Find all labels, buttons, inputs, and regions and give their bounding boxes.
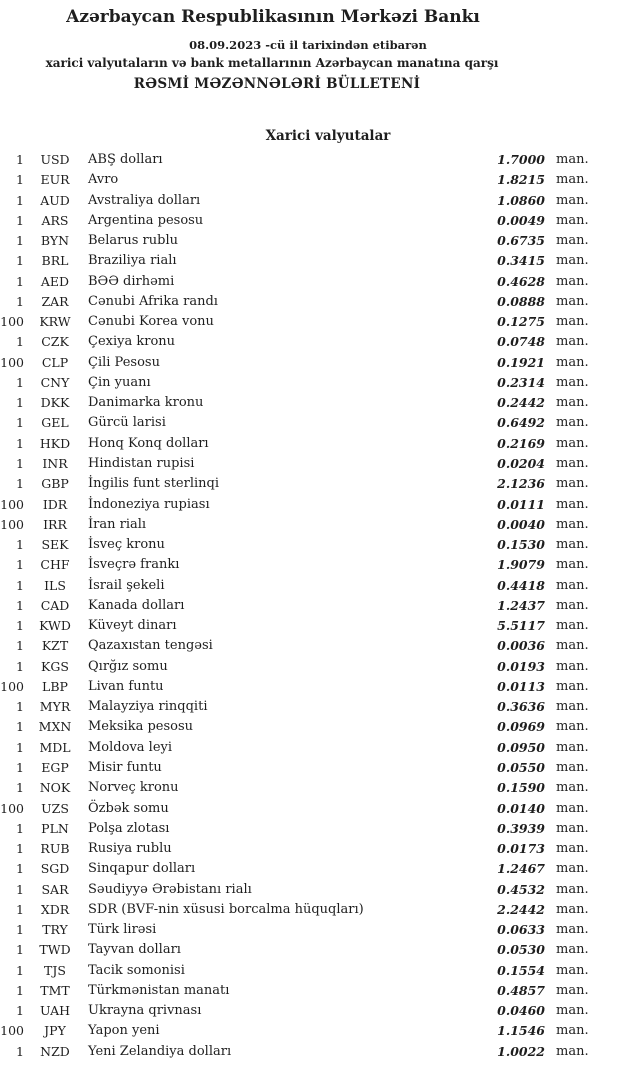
unit-label: man.: [556, 516, 589, 532]
currency-name: Ukrayna qrivnası: [88, 1003, 202, 1019]
currency-name: BƏƏ dirhəmi: [88, 273, 175, 289]
rate-value: 0.1530: [497, 537, 545, 553]
quantity: 1: [16, 820, 24, 836]
currency-row: [0, 353, 620, 373]
rate-value: 0.0113: [497, 678, 545, 694]
currency-row: [0, 677, 620, 697]
currency-code: NOK: [39, 780, 71, 796]
currency-name: Moldova leyi: [88, 739, 173, 755]
unit-label: man.: [556, 861, 589, 877]
quantity: 1: [16, 861, 24, 877]
currency-row: [0, 738, 620, 758]
unit-label: man.: [556, 759, 589, 775]
unit-label: man.: [556, 172, 589, 188]
unit-label: man.: [556, 455, 589, 471]
currency-code: EGP: [41, 759, 69, 775]
currency-code: MYR: [39, 699, 71, 715]
currency-row: [0, 170, 620, 190]
currency-code: SEK: [41, 537, 69, 553]
quantity: 1: [16, 942, 24, 958]
currency-code: MXN: [38, 719, 72, 735]
currency-name: İsveç kronu: [88, 537, 165, 553]
quantity: 1: [16, 901, 24, 917]
currency-name: Kanada dolları: [88, 597, 185, 613]
currency-row: [0, 312, 620, 332]
currency-name: İngilis funt sterlinqi: [88, 476, 219, 492]
unit-label: man.: [556, 719, 589, 735]
currency-code: TJS: [44, 962, 66, 978]
currency-name: Avstraliya dolları: [88, 192, 201, 208]
currency-name: Avro: [88, 172, 119, 188]
currency-row: [0, 961, 620, 981]
currency-row: [0, 150, 620, 170]
unit-label: man.: [556, 334, 589, 350]
quantity: 1: [16, 374, 24, 390]
rate-value: 0.3939: [497, 820, 545, 836]
currency-code: HKD: [39, 435, 71, 451]
rate-value: 1.2437: [497, 597, 545, 613]
currency-row: [0, 717, 620, 737]
currency-name: Cənubi Afrika randı: [88, 293, 218, 309]
unit-label: man.: [556, 374, 589, 390]
subtitle-line: xarici valyutaların və bank metallarının Azərbaycan manatına qarşı: [45, 56, 499, 70]
unit-label: man.: [556, 780, 589, 796]
currency-code: TMT: [40, 982, 70, 998]
unit-label: man.: [556, 699, 589, 715]
currency-row: [0, 535, 620, 555]
currency-name: Honq Konq dolları: [88, 435, 209, 451]
quantity: 1: [16, 638, 24, 654]
currency-name: İndoneziya rupiası: [88, 496, 210, 512]
unit-label: man.: [556, 739, 589, 755]
quantity: 1: [16, 719, 24, 735]
currency-code: CNY: [40, 374, 70, 390]
unit-label: man.: [556, 395, 589, 411]
currency-name: Argentina pesosu: [88, 212, 204, 228]
quantity: 1: [16, 537, 24, 553]
rate-value: 0.0530: [497, 942, 545, 958]
rate-value: 0.0969: [497, 719, 545, 735]
currency-row: [0, 393, 620, 413]
quantity: 100: [0, 678, 24, 694]
currency-name: Özbək somu: [88, 800, 169, 816]
currency-code: AUD: [40, 192, 70, 208]
rate-value: 0.0173: [497, 841, 545, 857]
quantity: 100: [0, 314, 24, 330]
currency-name: Türk lirəsi: [88, 922, 157, 938]
currency-code: RUB: [40, 841, 70, 857]
currency-row: [0, 799, 620, 819]
currency-code: GBP: [41, 476, 69, 492]
unit-label: man.: [556, 253, 589, 269]
currency-name: Polşa zlotası: [88, 820, 170, 836]
currency-name: Qırğız somu: [88, 658, 168, 674]
quantity: 1: [16, 780, 24, 796]
effective-date-line: 08.09.2023 -cü il tarixindən etibarən: [189, 38, 427, 52]
quantity: 1: [16, 395, 24, 411]
currency-name: Danimarka kronu: [88, 395, 204, 411]
currency-code: LBP: [42, 678, 68, 694]
currency-name: Livan funtu: [88, 678, 164, 694]
quantity: 100: [0, 516, 24, 532]
rate-value: 0.0049: [497, 212, 545, 228]
currency-code: ARS: [41, 212, 69, 228]
rate-value: 1.2467: [497, 861, 545, 877]
rate-value: 5.5117: [497, 618, 545, 634]
currency-name: Misir funtu: [88, 759, 162, 775]
currency-code: INR: [42, 455, 68, 471]
quantity: 1: [16, 233, 24, 249]
rate-value: 0.0036: [497, 638, 545, 654]
currency-row: [0, 251, 620, 271]
currency-row: [0, 515, 620, 535]
currency-name: İsrail şekeli: [88, 577, 165, 593]
rate-value: 0.1921: [497, 354, 545, 370]
quantity: 100: [0, 800, 24, 816]
rate-value: 0.0204: [497, 455, 545, 471]
currency-row: [0, 636, 620, 656]
currency-name: Belarus rublu: [88, 233, 178, 249]
currency-row: [0, 900, 620, 920]
unit-label: man.: [556, 1023, 589, 1039]
quantity: 1: [16, 1043, 24, 1059]
quantity: 1: [16, 962, 24, 978]
rate-value: 1.0022: [497, 1043, 545, 1059]
quantity: 100: [0, 354, 24, 370]
currency-name: Malayziya rinqqiti: [88, 699, 208, 715]
currency-name: Küveyt dinarı: [88, 618, 177, 634]
currency-code: NZD: [40, 1043, 70, 1059]
currency-row: [0, 555, 620, 575]
rate-value: 0.0550: [497, 759, 545, 775]
currency-name: Çexiya kronu: [88, 334, 176, 350]
unit-label: man.: [556, 496, 589, 512]
currency-name: ABŞ dolları: [88, 152, 163, 167]
rate-value: 0.0633: [497, 922, 545, 938]
currency-row: [0, 981, 620, 1001]
currency-row: [0, 1021, 620, 1041]
unit-label: man.: [556, 314, 589, 330]
rate-value: 1.9079: [497, 557, 545, 573]
currency-name: Norveç kronu: [88, 780, 179, 796]
unit-label: man.: [556, 800, 589, 816]
currency-code: DKK: [40, 395, 70, 411]
currency-row: [0, 413, 620, 433]
quantity: 1: [16, 922, 24, 938]
rate-value: 0.2169: [497, 435, 545, 451]
unit-label: man.: [556, 415, 589, 431]
rate-value: 0.4628: [497, 273, 545, 289]
currency-name: Cənubi Korea vonu: [88, 314, 214, 330]
currency-row: [0, 596, 620, 616]
quantity: 1: [16, 881, 24, 897]
quantity: 1: [16, 1003, 24, 1019]
currency-code: CLP: [41, 354, 69, 370]
rate-value: 0.1590: [497, 780, 545, 796]
currency-code: KRW: [39, 314, 71, 330]
currency-row: [0, 880, 620, 900]
quantity: 1: [16, 212, 24, 228]
currency-row: [0, 819, 620, 839]
currency-row: [0, 859, 620, 879]
currency-row: [0, 697, 620, 717]
rate-value: 1.1546: [497, 1023, 545, 1039]
unit-label: man.: [556, 152, 589, 167]
rate-value: 2.1236: [497, 476, 545, 492]
currency-row: [0, 839, 620, 859]
quantity: 100: [0, 496, 24, 512]
currency-code: KGS: [41, 658, 69, 674]
currency-code: PLN: [41, 820, 69, 836]
unit-label: man.: [556, 962, 589, 978]
unit-label: man.: [556, 435, 589, 451]
quantity: 1: [16, 253, 24, 269]
rate-value: 0.4857: [497, 982, 545, 998]
currency-code: SAR: [41, 881, 69, 897]
quantity: 1: [16, 455, 24, 471]
unit-label: man.: [556, 577, 589, 593]
quantity: 1: [16, 152, 24, 167]
currency-name: Tacik somonisi: [88, 962, 185, 978]
quantity: 1: [16, 699, 24, 715]
unit-label: man.: [556, 557, 589, 573]
unit-label: man.: [556, 273, 589, 289]
currency-name: Qazaxıstan tengəsi: [88, 638, 213, 654]
rate-value: 0.0140: [497, 800, 545, 816]
rate-value: 0.1554: [497, 962, 545, 978]
rate-value: 1.8215: [497, 172, 545, 188]
currency-row: [0, 940, 620, 960]
bank-name: Azərbaycan Respublikasının Mərkəzi Bankı: [66, 7, 480, 27]
rate-value: 0.0040: [497, 516, 545, 532]
rate-value: 0.2314: [497, 374, 545, 390]
rate-value: 1.0860: [497, 192, 545, 208]
unit-label: man.: [556, 820, 589, 836]
currency-code: XDR: [40, 901, 70, 917]
quantity: 1: [16, 658, 24, 674]
currency-name: Meksika pesosu: [88, 719, 194, 735]
rate-value: 2.2442: [497, 901, 545, 917]
quantity: 1: [16, 557, 24, 573]
unit-label: man.: [556, 881, 589, 897]
currency-row: [0, 434, 620, 454]
unit-label: man.: [556, 841, 589, 857]
unit-label: man.: [556, 658, 589, 674]
quantity: 1: [16, 739, 24, 755]
currency-row: [0, 1042, 620, 1062]
quantity: 1: [16, 577, 24, 593]
currency-code: ILS: [44, 577, 66, 593]
currency-code: IDR: [42, 496, 68, 512]
currency-row: [0, 657, 620, 677]
currency-code: CZK: [41, 334, 69, 350]
rate-value: 1.7000: [497, 152, 545, 167]
currency-code: TRY: [42, 922, 68, 938]
currency-row: [0, 758, 620, 778]
rate-value: 0.0111: [497, 496, 545, 512]
bulletin-title: RƏSMİ MƏZƏNNƏLƏRİ BÜLLETENİ: [133, 76, 421, 92]
currency-name: Braziliya rialı: [88, 253, 177, 269]
currency-row: [0, 292, 620, 312]
currency-row: [0, 272, 620, 292]
quantity: 1: [16, 476, 24, 492]
rate-value: 0.6492: [497, 415, 545, 431]
currency-row: [0, 920, 620, 940]
quantity: 1: [16, 982, 24, 998]
quantity: 1: [16, 618, 24, 634]
quantity: 1: [16, 273, 24, 289]
unit-label: man.: [556, 293, 589, 309]
currency-code: UZS: [41, 800, 69, 816]
unit-label: man.: [556, 901, 589, 917]
currency-code: JPY: [44, 1023, 66, 1039]
currency-row: [0, 474, 620, 494]
unit-label: man.: [556, 233, 589, 249]
currency-name: İran rialı: [88, 516, 147, 532]
unit-label: man.: [556, 638, 589, 654]
unit-label: man.: [556, 618, 589, 634]
quantity: 1: [16, 435, 24, 451]
unit-label: man.: [556, 476, 589, 492]
rates-table: [0, 150, 620, 1062]
quantity: 1: [16, 293, 24, 309]
currency-code: CHF: [40, 557, 70, 573]
currency-row: [0, 616, 620, 636]
currency-name: SDR (BVF-nin xüsusi borcalma hüquqları): [88, 901, 364, 917]
currency-name: İsveçrə frankı: [88, 557, 180, 573]
currency-name: Sinqapur dolları: [88, 861, 196, 877]
currency-name: Səudiyyə Ərəbistanı rialı: [88, 881, 252, 897]
quantity: 1: [16, 597, 24, 613]
quantity: 100: [0, 1023, 24, 1039]
currency-name: Yapon yeni: [88, 1023, 160, 1039]
unit-label: man.: [556, 537, 589, 553]
currency-code: BRL: [41, 253, 69, 269]
unit-label: man.: [556, 922, 589, 938]
currency-name: Tayvan dolları: [88, 942, 181, 958]
currency-code: IRR: [43, 516, 67, 532]
currency-row: [0, 778, 620, 798]
rate-value: 0.0748: [497, 334, 545, 350]
section-title: Xarici valyutalar: [265, 128, 391, 144]
currency-name: Hindistan rupisi: [88, 455, 195, 471]
currency-row: [0, 495, 620, 515]
quantity: 1: [16, 841, 24, 857]
currency-row: [0, 211, 620, 231]
currency-row: [0, 576, 620, 596]
currency-code: BYN: [40, 233, 70, 249]
unit-label: man.: [556, 597, 589, 613]
currency-row: [0, 231, 620, 251]
quantity: 1: [16, 415, 24, 431]
quantity: 1: [16, 172, 24, 188]
currency-code: CAD: [40, 597, 70, 613]
unit-label: man.: [556, 982, 589, 998]
currency-name: Gürcü larisi: [88, 415, 166, 431]
currency-name: Türkmənistan manatı: [88, 982, 230, 998]
currency-code: MDL: [39, 739, 71, 755]
rate-value: 0.4532: [497, 881, 545, 897]
currency-code: ZAR: [41, 293, 69, 309]
currency-code: KZT: [41, 638, 69, 654]
rate-value: 0.4418: [497, 577, 545, 593]
rate-value: 0.3415: [497, 253, 545, 269]
rate-value: 0.3636: [497, 699, 545, 715]
unit-label: man.: [556, 942, 589, 958]
currency-code: KWD: [39, 618, 71, 634]
currency-name: Rusiya rublu: [88, 841, 172, 857]
currency-row: [0, 1001, 620, 1021]
currency-row: [0, 332, 620, 352]
rate-value: 0.6735: [497, 233, 545, 249]
currency-code: AED: [40, 273, 70, 289]
unit-label: man.: [556, 354, 589, 370]
currency-code: TWD: [39, 942, 71, 958]
currency-row: [0, 191, 620, 211]
rate-value: 0.0460: [497, 1003, 545, 1019]
unit-label: man.: [556, 678, 589, 694]
unit-label: man.: [556, 1043, 589, 1059]
currency-code: EUR: [40, 172, 70, 188]
quantity: 1: [16, 759, 24, 775]
rate-value: 0.0950: [497, 739, 545, 755]
currency-row: [0, 454, 620, 474]
currency-code: USD: [40, 152, 70, 167]
currency-name: Çin yuanı: [88, 374, 151, 390]
currency-code: SGD: [40, 861, 70, 877]
currency-row: [0, 373, 620, 393]
currency-code: UAH: [39, 1003, 71, 1019]
rate-value: 0.0193: [497, 658, 545, 674]
quantity: 1: [16, 334, 24, 350]
rate-value: 0.1275: [497, 314, 545, 330]
currency-name: Yeni Zelandiya dolları: [88, 1043, 232, 1059]
quantity: 1: [16, 192, 24, 208]
currency-code: GEL: [41, 415, 69, 431]
currency-name: Çili Pesosu: [88, 354, 160, 370]
rate-value: 0.2442: [497, 395, 545, 411]
unit-label: man.: [556, 212, 589, 228]
unit-label: man.: [556, 192, 589, 208]
unit-label: man.: [556, 1003, 589, 1019]
rate-value: 0.0888: [497, 293, 545, 309]
